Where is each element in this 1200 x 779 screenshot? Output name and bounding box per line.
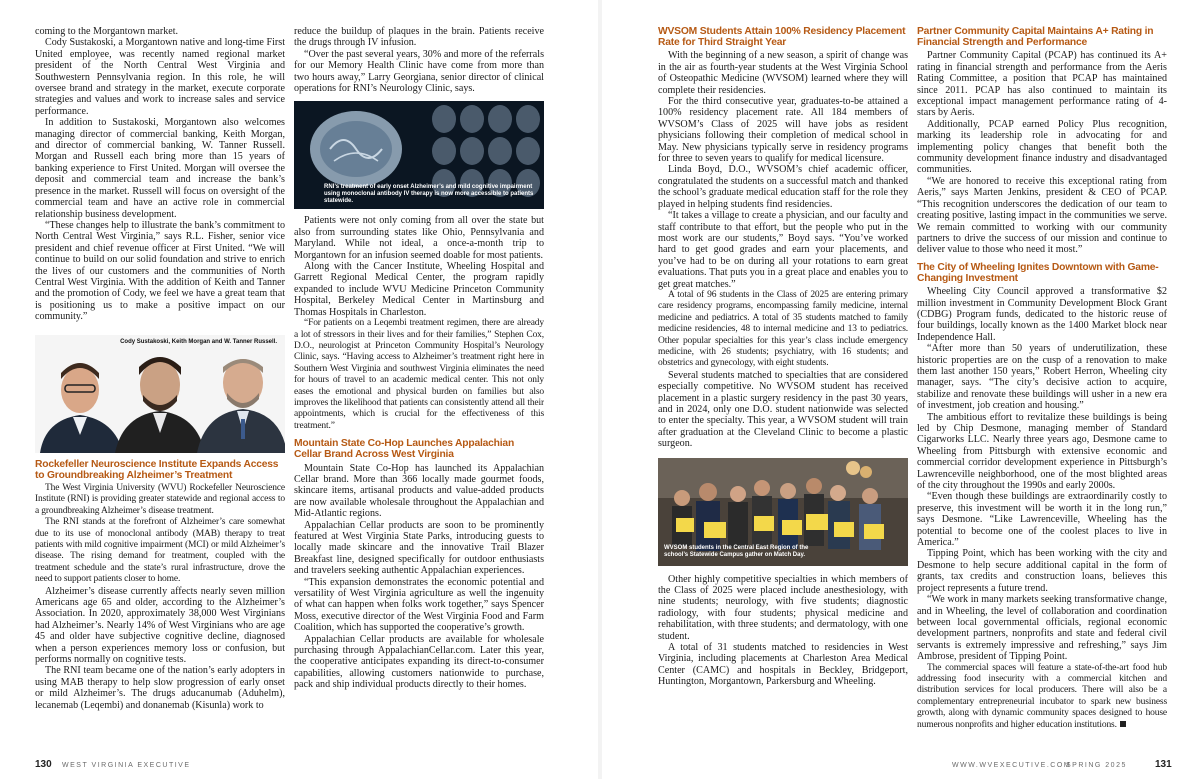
paragraph: Wheeling City Council approved a transformative $2 million investment in Community Development Block Grant (CDBG) Program funds, dedicated to the historic reuse of four buildings, locally known as the 1400 Market block near Independence Hall. — [917, 286, 1167, 343]
paragraph: A total of 31 students matched to residencies in West Virginia, including placements at Charleston Area Medical Center (CAMC) and hospitals in Beckley, Bridgeport, Huntington, Morgantown, Parkersburg and Wheeling. — [658, 642, 908, 688]
paragraph: Alzheimer’s disease currently affects nearly seven million Americans age 65 and older, according to the Alzheimer’s Association. In 2020, approximately 38,000 West Virginians had Alzheimer’s. Nearly 14% of West Virginians who are age 45 and older have subjective cognitive decline, diagnosed when a person experiences memory loss or confusion, but performs normally on cognitive tests. — [35, 585, 285, 666]
paragraph — [917, 663, 1167, 731]
paragraph: “After more than 50 years of underutilization, these historic properties are on the cusp of a renovation to make them last another 150 years,” Robert Herron, Wheeling city manager, says. “The city’s decisive action to acquire, stabilize and renovate these buildings will usher in a new era of investment, job creation and housing.” — [917, 343, 1167, 412]
photo-caption: WVSOM students in the Central East Region of the school’s Statewide Campus gather on Match Day. — [664, 545, 809, 559]
article-headline: Partner Community Capital Maintains A+ Rating in Financial Strength and Performance — [917, 26, 1154, 49]
paragraph: coming to the Morgantown market. — [35, 26, 179, 37]
paragraph: “We are honored to receive this exceptional rating from Aeris,” says Marten Jenkins, president & CEO of PCAP. “This recognition underscores the dedication of our team to creating positive, lasting impact in the communities we serve. We remain committed to working with our community partners to drive the success of our mission and continue to deliver value to those who need it most.” — [917, 175, 1167, 256]
paragraph-text: The commercial spaces will feature a state-of-the-art food hub addressing food insecurity with a commercial kitchen and distribution services for local producers. There will also be a complementary entrepreneurial incubator to spark new business growth, along with dynamic community spaces designed to house numerous nonprofits and higher education institutions. — [917, 662, 1167, 730]
left-page — [0, 0, 598, 779]
right-page-column-1 — [658, 26, 908, 741]
footer-issue: SPRING 2025 — [1066, 762, 1127, 769]
left-page-column-1 — [35, 26, 285, 741]
page-number: 131 — [1155, 759, 1172, 770]
left-page-column-2 — [294, 26, 544, 741]
executives-photo — [35, 335, 285, 453]
paragraph: “Over the past several years, 30% and more of the referrals for our Memory Health Clinic have come from more than two hours away,” Larry Georgiana, senior director of clinical operations for RNI’s Neurology Clinic, says. — [294, 48, 544, 95]
paragraph: “It takes a village to create a physician, and our faculty and staff contribute to that effort, but the people who put in the most work are our students,” Boyd says. “You’ve worked hard to get good grades and earn your placements, and you’ve had to be on during all your rotations to earn great evaluations. That puts you in a great place and enables you to get great matches.” — [658, 210, 908, 290]
paragraph: “These changes help to illustrate the bank’s commitment to North Central West Virginia,” says R.L. Fisher, senior vice president and chief revenue officer at First United. “We will continue to build on our solid foundation and strive to enrich the lives of our customers and the communities of North Central West Virginia. With the addition of Keith and Tanner and the promotion of Cody, we feel we have a great team that is positioning us to make a positive impact on our community.” — [35, 219, 285, 323]
executives-illustration — [35, 335, 285, 453]
paragraph: Tipping Point, which has been working with the city and Desmone to help secure additional capital in the form of grants, tax credits and construction loans, believes this project represents a future trend. — [917, 548, 1167, 594]
footer-url: WWW.WVEXECUTIVE.COM — [952, 762, 1072, 769]
paragraph: The RNI team became one of the nation’s early adopters in using MAB therapy to help slow progression of early onset or mild Alzheimer’s. The drugs aducanumab (Aduhelm), lecanemab (Leqembi) and donanemab (Kisunla) work to — [35, 665, 285, 711]
end-of-article-mark — [1120, 721, 1126, 727]
photo-caption: Cody Sustakoski, Keith Morgan and W. Tanner Russell. — [120, 338, 277, 345]
paragraph: “Even though these buildings are extraordinarily costly to preserve, this investment will be worth it in the long run,” says Desmone. “Like Lawrenceville, Wheeling has the potential to become one of the coolest places to live in America.” — [917, 491, 1167, 549]
paragraph: Other highly competitive specialties in which members of the Class of 2025 were placed include anesthesiology, with nine students; neurology, with five students; diagnostic radiology, with four students; physical medicine and rehabilitation, with three students; and dermatology, with one student. — [658, 573, 908, 642]
paragraph: With the beginning of a new season, a spirit of change was in the air as fourth-year students at the West Virginia School of Osteopathic Medicine (WVSOM) learned where they will complete their residencies. — [658, 50, 908, 96]
paragraph: A total of 96 students in the Class of 2025 are entering primary care residency programs, encompassing family medicine, internal medicine and pediatrics. A total of 35 students matched to family medicine residencies, 48 to internal medicine and 13 to pediatrics. Other popular specialties for this year’s class include emergency medicine, with 26 students; psychiatry, with 16 students; and obstetrics and gynecology, with eight students. — [658, 289, 908, 369]
paragraph: “This expansion demonstrates the economic potential and versatility of West Virginia agriculture as well the ingenuity of what can happen when folks work together,” says Spencer Moss, executive director of the West Virginia Food and Farm Coalition, which has supported the cooperative’s growth. — [294, 576, 544, 634]
paragraph: The West Virginia University (WVU) Rockefeller Neuroscience Institute (RNI) is providing greater statewide and regional access to a groundbreaking Alzheimer’s disease treatment. — [35, 482, 285, 516]
paragraph: Additionally, PCAP earned Policy Plus recognition, marking its leadership role in advocating for and implementing policy changes that benefit both the community development finance industry and disadvantaged communities. — [917, 118, 1167, 176]
right-page — [602, 0, 1200, 779]
footer-publication: WEST VIRGINIA EXECUTIVE — [62, 762, 191, 769]
match-day-photo — [658, 458, 908, 566]
paragraph: Appalachian Cellar products are available for wholesale purchasing through AppalachianCellar.com. Later this year, the cooperative anticipates expanding its direct-to-consumer capabilities, allowing customers nationwide to purchase, pack and ship individual products directly to their homes. — [294, 633, 544, 691]
paragraph: reduce the buildup of plaques in the brain. Patients receive the drugs through IV infusion. — [294, 26, 544, 49]
paragraph: Cody Sustakoski, a Morgantown native and long-time First United employee, was recently named regional market president of the North Central West Virginia and Southwestern Pennsylvania region. In this role, he will oversee brand and strategy in the market, execute corporate strategies and values and work to increase sales and service performance. — [35, 37, 285, 117]
right-page-column-2 — [917, 26, 1167, 741]
page-number: 130 — [35, 759, 52, 770]
paragraph: In addition to Sustakoski, Morgantown also welcomes managing director of commercial banking, Keith Morgan, and director of commercial banking, W. Tanner Russell. Morgan and Russell each bring more than 15 years of banking experience to First United. Morgan will oversee the deposit and commercial team and increase the bank’s presence in the market. Russell will focus on oversight of the commercial team and have an active role in commercial relationship business development. — [35, 117, 285, 220]
article-headline: Mountain State Co-Hop Launches Appalachian Cellar Brand Across West Virginia — [294, 438, 515, 461]
paragraph: For the third consecutive year, graduates-to-be attained a 100% residency placement rate. All 184 members of WVSOM’s Class of 2025 will have jobs as resident physicians following their completion of medical school in May. New physicians typically serve in residency programs for three to seven years to qualify for medical licensure. — [658, 96, 908, 165]
paragraph: Several students matched to specialties that are considered especially competitive. No WVSOM student has received placement in a plastic surgery residency in the past 30 years, and in 2024, only one D.O. student nationwide was selected to enter the specialty. This year, a WVSOM student will train after graduation at the Cleveland Clinic to become a plastic surgeon. — [658, 369, 908, 450]
paragraph: Along with the Cancer Institute, Wheeling Hospital and Garrett Regional Medical Center, the program rapidly expanded to include WVU Medicine Princeton Community Hospital, Berkeley Medical Center in Martinsburg and Thomas Hospitals in Charleston. — [294, 261, 544, 318]
paragraph: Appalachian Cellar products are soon to be prominently featured at West Virginia State Parks, introducing guests to locally made skincare and the innovative Trail Blazer Breakfast line, designed specifically for outdoor enthusiasts and travelers seeking authentic Appalachian experiences. — [294, 519, 544, 577]
paragraph: The RNI stands at the forefront of Alzheimer’s care somewhat due to its use of monoclonal antibody (MAB) therapy to treat patients with mild cognitive impairment (MCI) or mild Alzheimer’s disease. The rising demand for treatment, coupled with the treatment schedule and the state’s rural infrastructure, drove the need to support patients closer to home. — [35, 517, 285, 585]
paragraph: The ambitious effort to revitalize these buildings is being led by Chip Desmone, managing member of Standard Cigarworks LLC. Nearly three years ago, Desmone came to Wheeling from Pittsburgh with extensive economic and commercial corridor development experience in Pittsburgh’s Lawrenceville neighborhood, one of the most blighted areas of the city throughout the 1990s and early 2000s. — [917, 411, 1167, 492]
article-headline: Rockefeller Neuroscience Institute Expands Access to Groundbreaking Alzheimer’s Treatment — [35, 458, 279, 481]
paragraph: Partner Community Capital (PCAP) has continued its A+ rating in financial strength and performance from the Aeris Rating Committee, a position that PCAP has maintained since 2011. PCAP has also continued to maintain its exceptional impact management performance rating of 4-stars by Aeris. — [917, 50, 1167, 119]
article-headline: The City of Wheeling Ignites Downtown with Game-Changing Investment — [917, 261, 1159, 284]
article-headline: WVSOM Students Attain 100% Residency Placement Rate for Third Straight Year — [658, 26, 906, 49]
paragraph: “We work in many markets seeking transformative change, and in Wheeling, the level of collaboration and coordination between local governmental officials, regional economic development partners, nonprofits and state and federal civil servants is extremely impressive and refreshing,” says Jim Ambrose, president of Tipping Point. — [917, 594, 1167, 663]
paragraph: Mountain State Co-Hop has launched its Appalachian Cellar brand. More than 366 locally made gourmet foods, skincare items, artisanal products and value-added products are now available wholesale throughout the Appalachian and Mid-Atlantic regions. — [294, 462, 544, 520]
photo-caption: RNI’s treatment of early onset Alzheimer’s and mild cognitive impairment using monoclonal antibody IV therapy is now more accessible to patients statewide. — [324, 183, 534, 205]
paragraph: Linda Boyd, D.O., WVSOM’s chief academic officer, congratulated the students on a successful match and thanked the school’s graduate medical education staff for the role they played in helping students find residencies. — [658, 164, 908, 210]
paragraph: “For patients on a Leqembi treatment regimen, there are already a lot of stressors in their lives and for their families,” Stephen Cox, D.O., neurologist at Princeton Community Hospital’s Neurology Clinic, says. “Having access to Alzheimer’s treatment right here in Southern West Virginia and southwest Virginia eliminates the need for hours of travel to an academic medical center. This not only eases the emotional and physical burden on families but also improves the likelihood that patients can consistently attend all their appointments, which is crucial for the effectiveness of this treatment.” — [294, 318, 544, 431]
brain-scan-photo — [294, 101, 544, 209]
paragraph: Patients were not only coming from all over the state but also from surrounding states like Ohio, Pennsylvania and Maryland. While not ideal, a once-a-month trip to Morgantown for an infusion seemed doable for most patients. — [294, 215, 544, 261]
